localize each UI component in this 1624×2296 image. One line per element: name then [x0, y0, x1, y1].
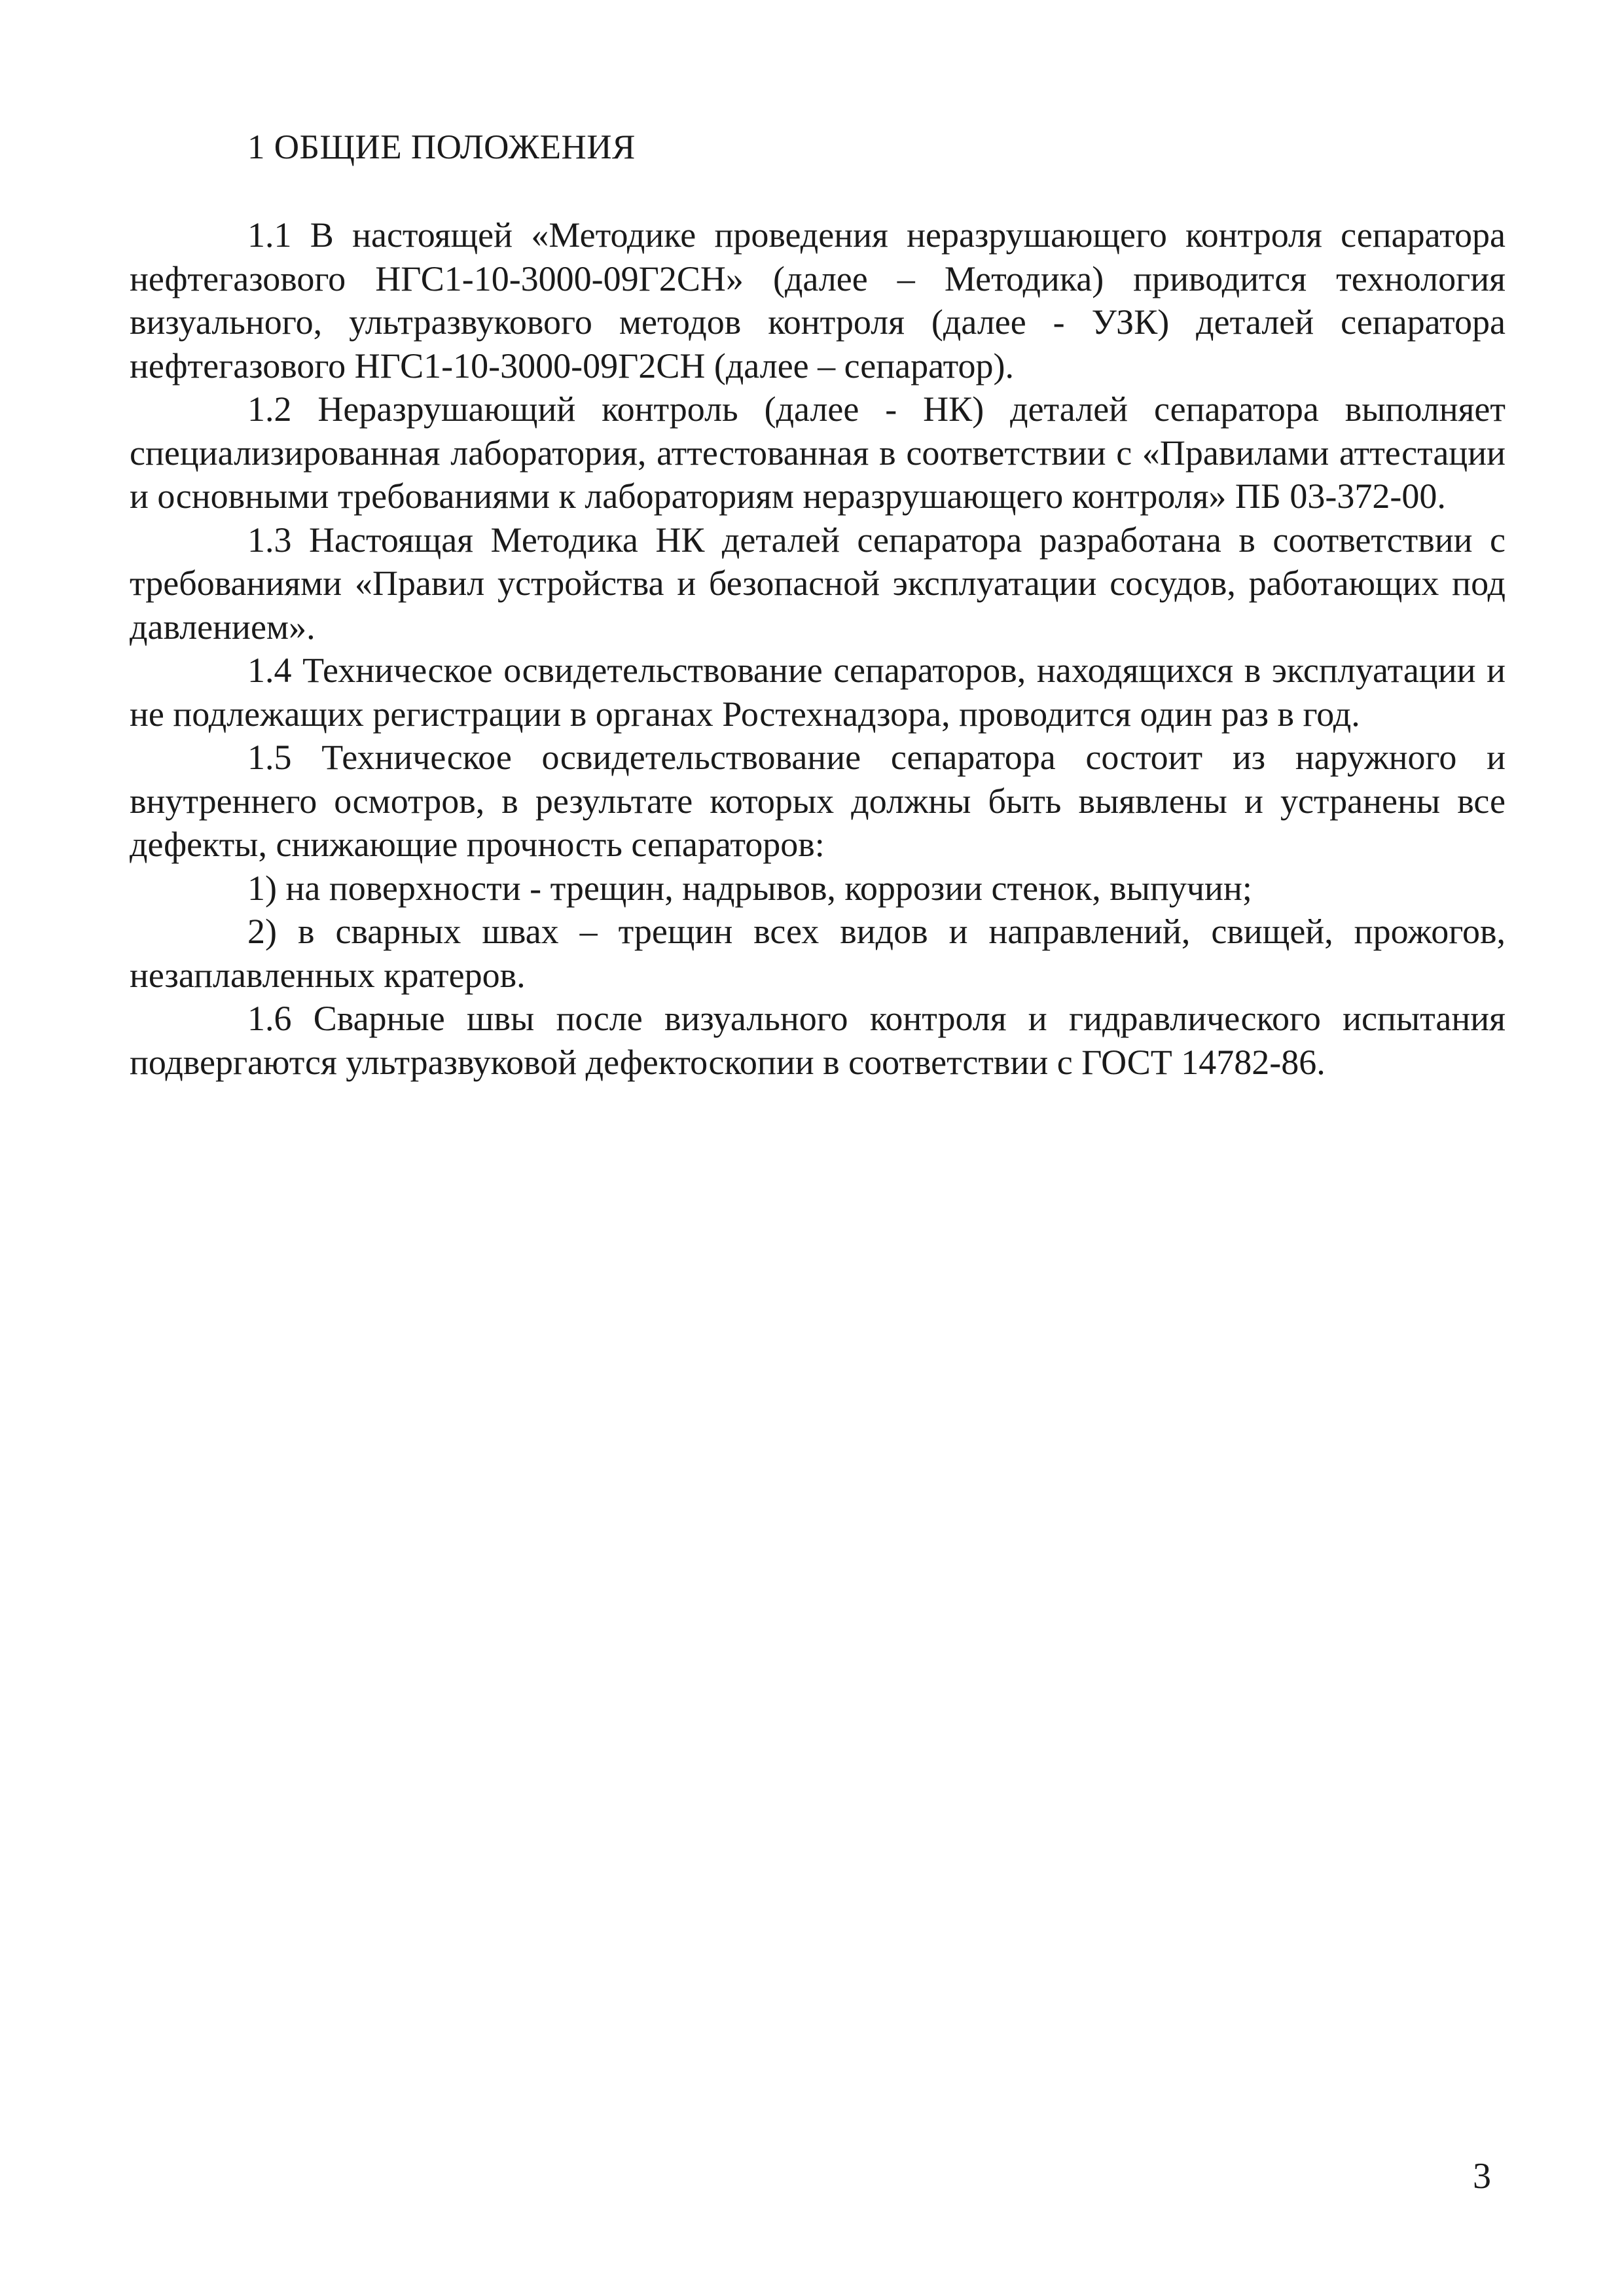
paragraph-1-3: 1.3 Настоящая Методика НК деталей сепаратора разработана в соответствии с требованиями «Правил устройства и безопасной эксплуатации сосудов, работающих под давлением».: [130, 520, 1506, 647]
paragraph-1-2: 1.2 Неразрушающий контроль (далее - НК) деталей сепаратора выполняет специализированная лаборатория, аттестованная в соответствии с «Правилами аттестации и основными требованиями к лабораториям неразрушающего контроля» ПБ 03-372-00.: [130, 389, 1506, 516]
paragraph-1-1: 1.1 В настоящей «Методике проведения неразрушающего контроля сепаратора нефтегазового НГС1-10-3000-09Г2СН» (далее – Методика) приводится технология визуального, ультразвукового методов контроля (далее - УЗК) деталей сепаратора нефтегазового НГС1-10-3000-09Г2СН (далее – сепаратор).: [130, 215, 1506, 386]
section-heading: 1 ОБЩИЕ ПОЛОЖЕНИЯ: [247, 128, 636, 166]
list-item-1: 1) на поверхности - трещин, надрывов, коррозии стенок, выпучин;: [247, 868, 1252, 908]
paragraph-1-6: 1.6 Сварные швы после визуального контроля и гидравлического испытания подвергаются ультразвуковой дефектоскопии в соответствии с ГОСТ 14782-86.: [130, 999, 1506, 1082]
paragraph-1-4: 1.4 Техническое освидетельствование сепараторов, находящихся в эксплуатации и не подлежащих регистрации в органах Ростехнадзора, проводится один раз в год.: [130, 651, 1506, 734]
page-number: 3: [1473, 2156, 1491, 2197]
list-item-2: 2) в сварных швах – трещин всех видов и направлений, свищей, прожогов, незаплавленных кратеров.: [130, 912, 1506, 995]
section-body: [130, 213, 1506, 1084]
paragraph-1-5: 1.5 Техническое освидетельствование сепаратора состоит из наружного и внутреннего осмотров, в результате которых должны быть выявлены и устранены все дефекты, снижающие прочность сепараторов:: [130, 738, 1506, 864]
